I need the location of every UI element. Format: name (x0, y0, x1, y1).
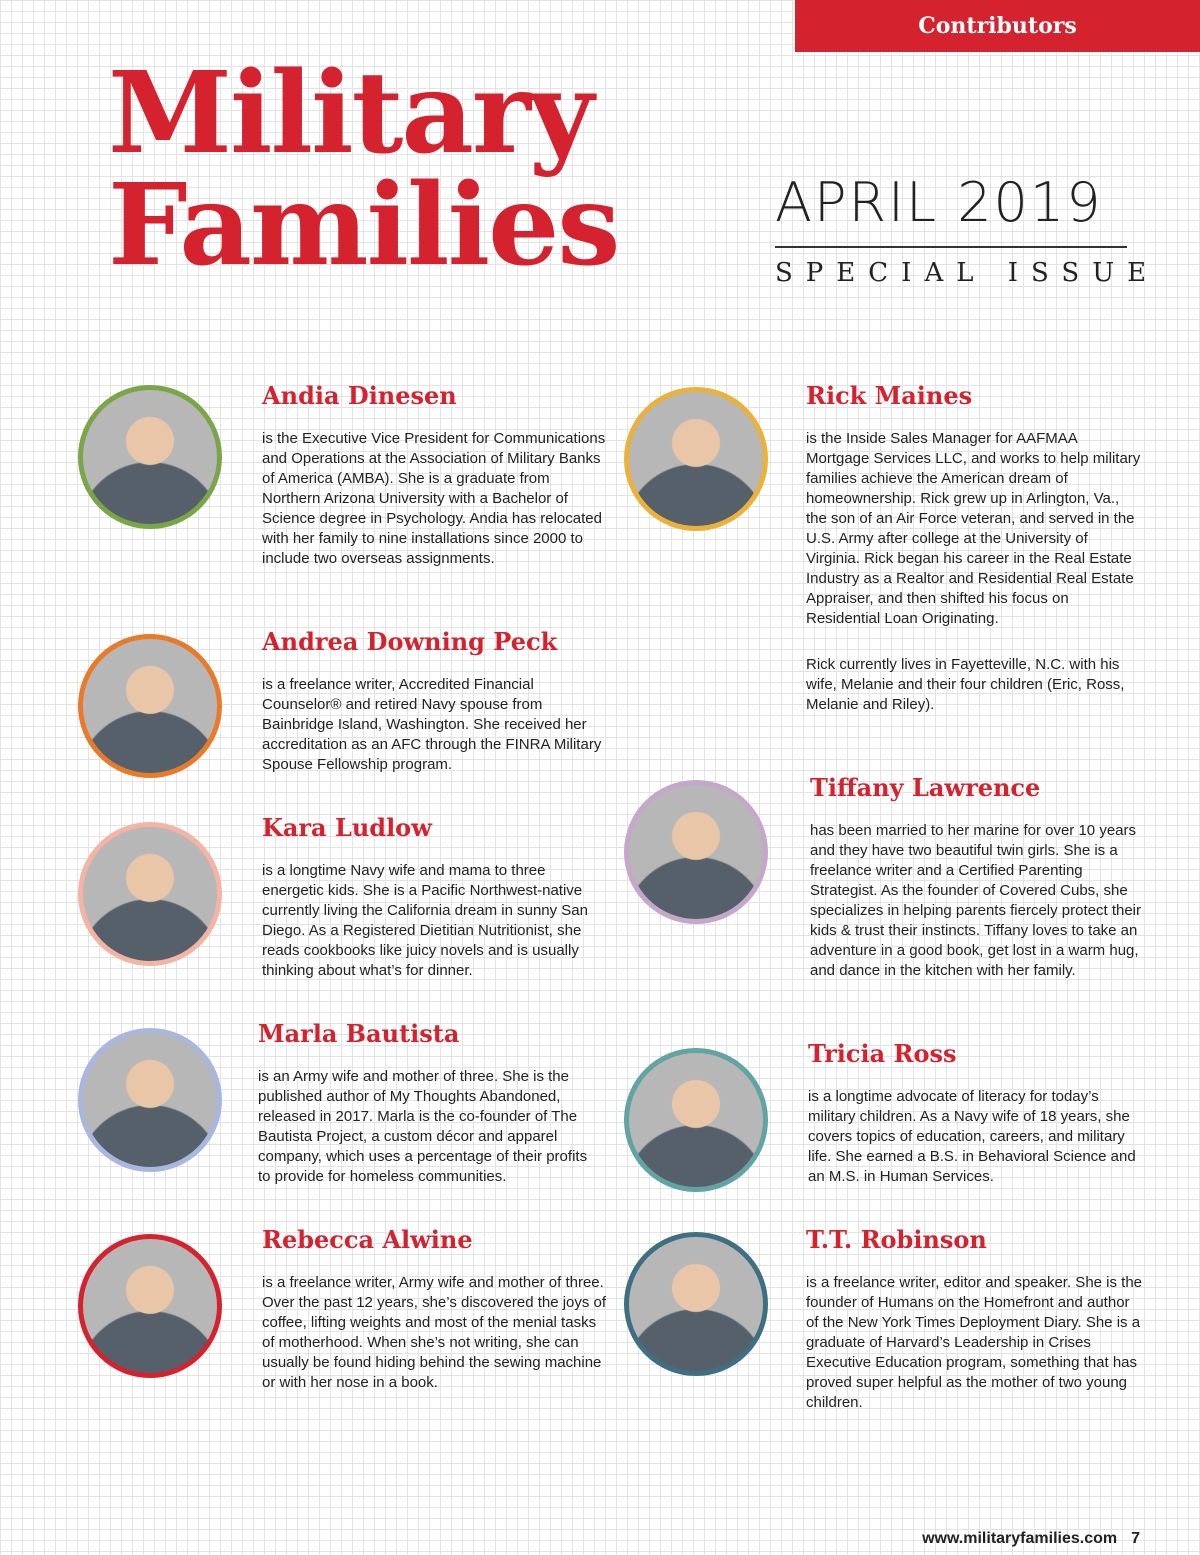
masthead-line-2: Families (108, 160, 619, 291)
contributor-name: Tricia Ross (808, 1039, 957, 1068)
portrait-andia-dinesen (78, 385, 222, 529)
bio-paragraph: is a freelance writer, editor and speaker. She is the founder of Humans on the Homefront and author of the New York Times Deployment Diary. She is a graduate of Harvard’s Leadership in Crises Executive Education program, something that has proved super helpful as the mother of two young children. (806, 1274, 1143, 1411)
portrait-tricia-ross (624, 1048, 768, 1192)
issue-label: SPECIAL ISSUE (775, 258, 1160, 288)
masthead (108, 48, 768, 291)
contributor-bio (262, 1273, 607, 1419)
contributor-name: Andia Dinesen (262, 381, 457, 410)
issue-divider (775, 246, 1127, 248)
bio-paragraph: is the Inside Sales Manager for AAFMAA Mortgage Services LLC, and works to help military families achieve the American dream of homeownership. Rick grew up in Arlington, Va., the son of an Air Force veteran, and served in the U.S. Army after college at the University of Virginia. Rick began his career in the Real Estate Industry as a Realtor and Residential Real Estate Appraiser, and then shifted his focus on Residential Loan Originating. (806, 430, 1141, 627)
contributor-bio (262, 429, 607, 595)
contributor-name: Kara Ludlow (262, 813, 432, 842)
portrait-marla-bautista (78, 1028, 222, 1172)
contributor-bio (262, 675, 607, 801)
bio-paragraph: is a freelance writer, Army wife and mother of three. Over the past 12 years, she’s discovered the joys of coffee, lifting weights and most of the menial tasks of motherhood. When she’s not writing, she can usually be found hiding behind the sewing machine or with her nose in a book. (262, 1274, 607, 1391)
contributor-name: Rick Maines (806, 381, 973, 410)
section-tab: Contributors (795, 0, 1200, 52)
bio-paragraph: is a freelance writer, Accredited Financial Counselor® and retired Navy spouse from Bainbridge Island, Washington. She received her accreditation as an AFC through the FINRA Military Spouse Fellowship program. (262, 676, 602, 773)
portrait-kara-ludlow (78, 822, 222, 966)
page-footer (922, 1530, 1140, 1548)
portrait-tiffany-lawrence (624, 780, 768, 924)
portrait-rebecca-alwine (78, 1234, 222, 1378)
bio-paragraph: is a longtime advocate of literacy for today’s military children. As a Navy wife of 18 years, she covers topics of education, careers, and military life. She earned a B.S. in Behavioral Science and an M.S. in Human Services. (808, 1088, 1136, 1185)
contributor-bio (258, 1067, 603, 1213)
contributor-bio (808, 1087, 1144, 1213)
contributor-bio (810, 821, 1146, 1007)
contributor-name: Tiffany Lawrence (810, 773, 1041, 802)
footer-url[interactable]: www.militaryfamilies.com (922, 1530, 1118, 1547)
bio-paragraph: is an Army wife and mother of three. She is the published author of My Thoughts Abandoned, released in 2017. Marla is the co-founder of The Bautista Project, a custom décor and apparel company, which uses a percentage of their profits to provide for homeless communities. (258, 1068, 588, 1185)
portrait-tt-robinson (624, 1232, 768, 1376)
contributor-name: Rebecca Alwine (262, 1225, 473, 1254)
contributor-bio (806, 1273, 1146, 1439)
contributor-bio (806, 429, 1142, 741)
bio-paragraph: is a longtime Navy wife and mama to three energetic kids. She is a Pacific Northwest-native currently living the California dream in sunny San Diego. As a Registered Dietitian Nutritionist, she reads cookbooks like juicy novels and is usually thinking about what’s for dinner. (262, 862, 588, 979)
page-number: 7 (1131, 1530, 1140, 1547)
bio-paragraph: is the Executive Vice President for Communications and Operations at the Association of Military Banks of America (AMBA). She is a graduate from Northern Arizona University with a Bachelor of Science degree in Psychology. Andia has relocated with her family to nine installations since 2000 to include two overseas assignments. (262, 430, 606, 567)
bio-paragraph: has been married to her marine for over 10 years and they have two beautiful twin girls. She is a freelance writer and a Certified Parenting Strategist. As the founder of Covered Cubs, she specializes in helping parents fiercely protect their kids & trust their instincts. Tiffany loves to take an adventure in a good book, get lost in a warm hug, and dance in the kitchen with her family. (810, 822, 1142, 979)
contributor-name: Andrea Downing Peck (262, 627, 558, 656)
contributor-name: Marla Bautista (258, 1019, 460, 1048)
contributor-bio (262, 861, 607, 1007)
portrait-andrea-downing-peck (78, 634, 222, 778)
masthead-line-1: Military (108, 48, 593, 179)
issue-date: APRIL 2019 (775, 171, 1103, 234)
portrait-rick-maines (624, 387, 768, 531)
contributor-name: T.T. Robinson (806, 1225, 987, 1254)
bio-paragraph: Rick currently lives in Fayetteville, N.C. with his wife, Melanie and their four children (Eric, Ross, Melanie and Riley). (806, 656, 1125, 713)
